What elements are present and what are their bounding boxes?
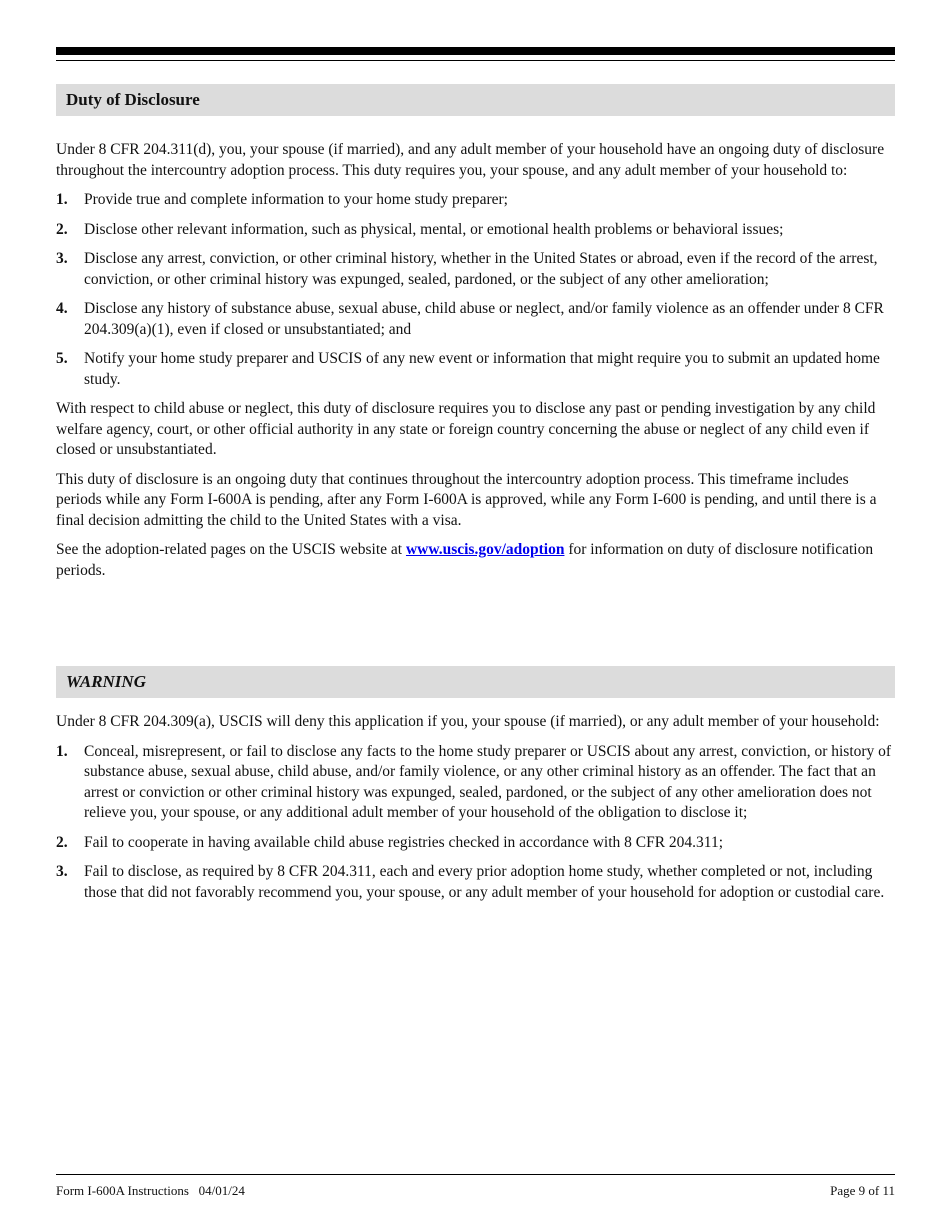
header-rule-thin	[56, 60, 895, 61]
footer-rule	[56, 1174, 895, 1175]
duty-list-item	[56, 190, 895, 211]
list-number: 1.	[56, 742, 68, 760]
duty-child-abuse-paragraph: With respect to child abuse or neglect, this duty of disclosure requires you to disclose any past or pending investigation by any child welfare agency, court, or other official authority in any state or foreign country concerning the abuse or neglect of any child even if closed or unsubstantiated.	[56, 400, 876, 458]
duty-list-item	[56, 299, 895, 340]
duty-list-item	[56, 249, 895, 290]
duty-intro: Under 8 CFR 204.311(d), you, your spouse (if married), and any adult member of your household have an ongoing duty of disclosure throughout the intercountry adoption process. This duty requires you, your spouse, and any adult member of your household to:	[56, 141, 885, 179]
list-text: Disclose any history of substance abuse, sexual abuse, child abuse or neglect, and/or family violence as an offender under 8 CFR 204.309(a)(1), even if closed or unsubstantiated; and	[84, 300, 884, 338]
duty-list-item	[56, 349, 895, 390]
duty-of-disclosure-heading: Duty of Disclosure	[56, 84, 895, 116]
warning-list-item	[56, 742, 895, 824]
list-text: Disclose other relevant information, such as physical, mental, or emotional health problems or behavioral issues;	[84, 220, 784, 238]
list-number: 3.	[56, 863, 68, 880]
warning-heading: WARNING	[56, 666, 895, 698]
duty-of-disclosure-body	[56, 140, 895, 590]
warning-list	[56, 742, 895, 904]
header-rule-thick	[56, 47, 895, 55]
list-number: 3.	[56, 250, 68, 267]
footer-form-title: Form I-600A Instructions 04/01/24	[56, 1183, 245, 1198]
warning-intro: Under 8 CFR 204.309(a), USCIS will deny this application if you, your spouse (if married), or any adult member of your household:	[56, 713, 880, 730]
list-number: 2.	[56, 833, 68, 851]
list-text: Fail to disclose, as required by 8 CFR 204.311, each and every prior adoption home study, whether completed or not, including those that did not favorably recommend you, your spouse, or any adult member of your household for adoption or custodial care.	[84, 863, 885, 901]
list-number: 5.	[56, 350, 68, 367]
document-page	[56, 0, 895, 1230]
duty-list	[56, 190, 895, 390]
duty-list-item	[56, 220, 895, 241]
list-number: 2.	[56, 220, 68, 238]
footer-page-number: Page 9 of 11	[830, 1183, 895, 1198]
website-text-before: See the adoption-related pages on the USCIS website at	[56, 541, 406, 558]
list-number: 1.	[56, 191, 68, 208]
list-number: 4.	[56, 300, 68, 317]
warning-list-item	[56, 862, 895, 903]
warning-body	[56, 712, 895, 912]
duty-ongoing-paragraph: This duty of disclosure is an ongoing duty that continues throughout the intercountry adoption process. This timeframe includes periods while any Form I-600A is pending, after any Form I-600A is approved, while any Form I-600 is pending, and until there is a final decision admitting the child to the United States with a visa.	[56, 470, 877, 529]
list-text: Fail to cooperate in having available child abuse registries checked in accordance with 8 CFR 204.311;	[84, 833, 724, 851]
warning-list-item	[56, 833, 895, 854]
uscis-adoption-link[interactable]: www.uscis.gov/adoption	[405, 541, 565, 558]
list-text: Conceal, misrepresent, or fail to disclose any facts to the home study preparer or USCIS about any arrest, conviction, or history of substance abuse, sexual abuse, child abuse, and/or family violence, or any other criminal history as an offender. The fact that an arrest or conviction or other criminal history was expunged, sealed, pardoned, or the subject of any other amelioration does not relieve you, your spouse, or any additional adult member of your household of the obligation to disclose it;	[84, 742, 892, 821]
list-text: Disclose any arrest, conviction, or other criminal history, whether in the United States or abroad, even if the record of the arrest, conviction, or other criminal history was expunged, sealed, pardoned, or the subject of any other amelioration;	[84, 250, 878, 288]
website-text-after: for information on duty of disclosure notification periods.	[56, 541, 874, 579]
list-text: Notify your home study preparer and USCIS of any new event or information that might require you to submit an updated home study.	[84, 350, 880, 388]
duty-website-paragraph	[56, 540, 895, 581]
list-text: Provide true and complete information to your home study preparer;	[84, 191, 508, 208]
